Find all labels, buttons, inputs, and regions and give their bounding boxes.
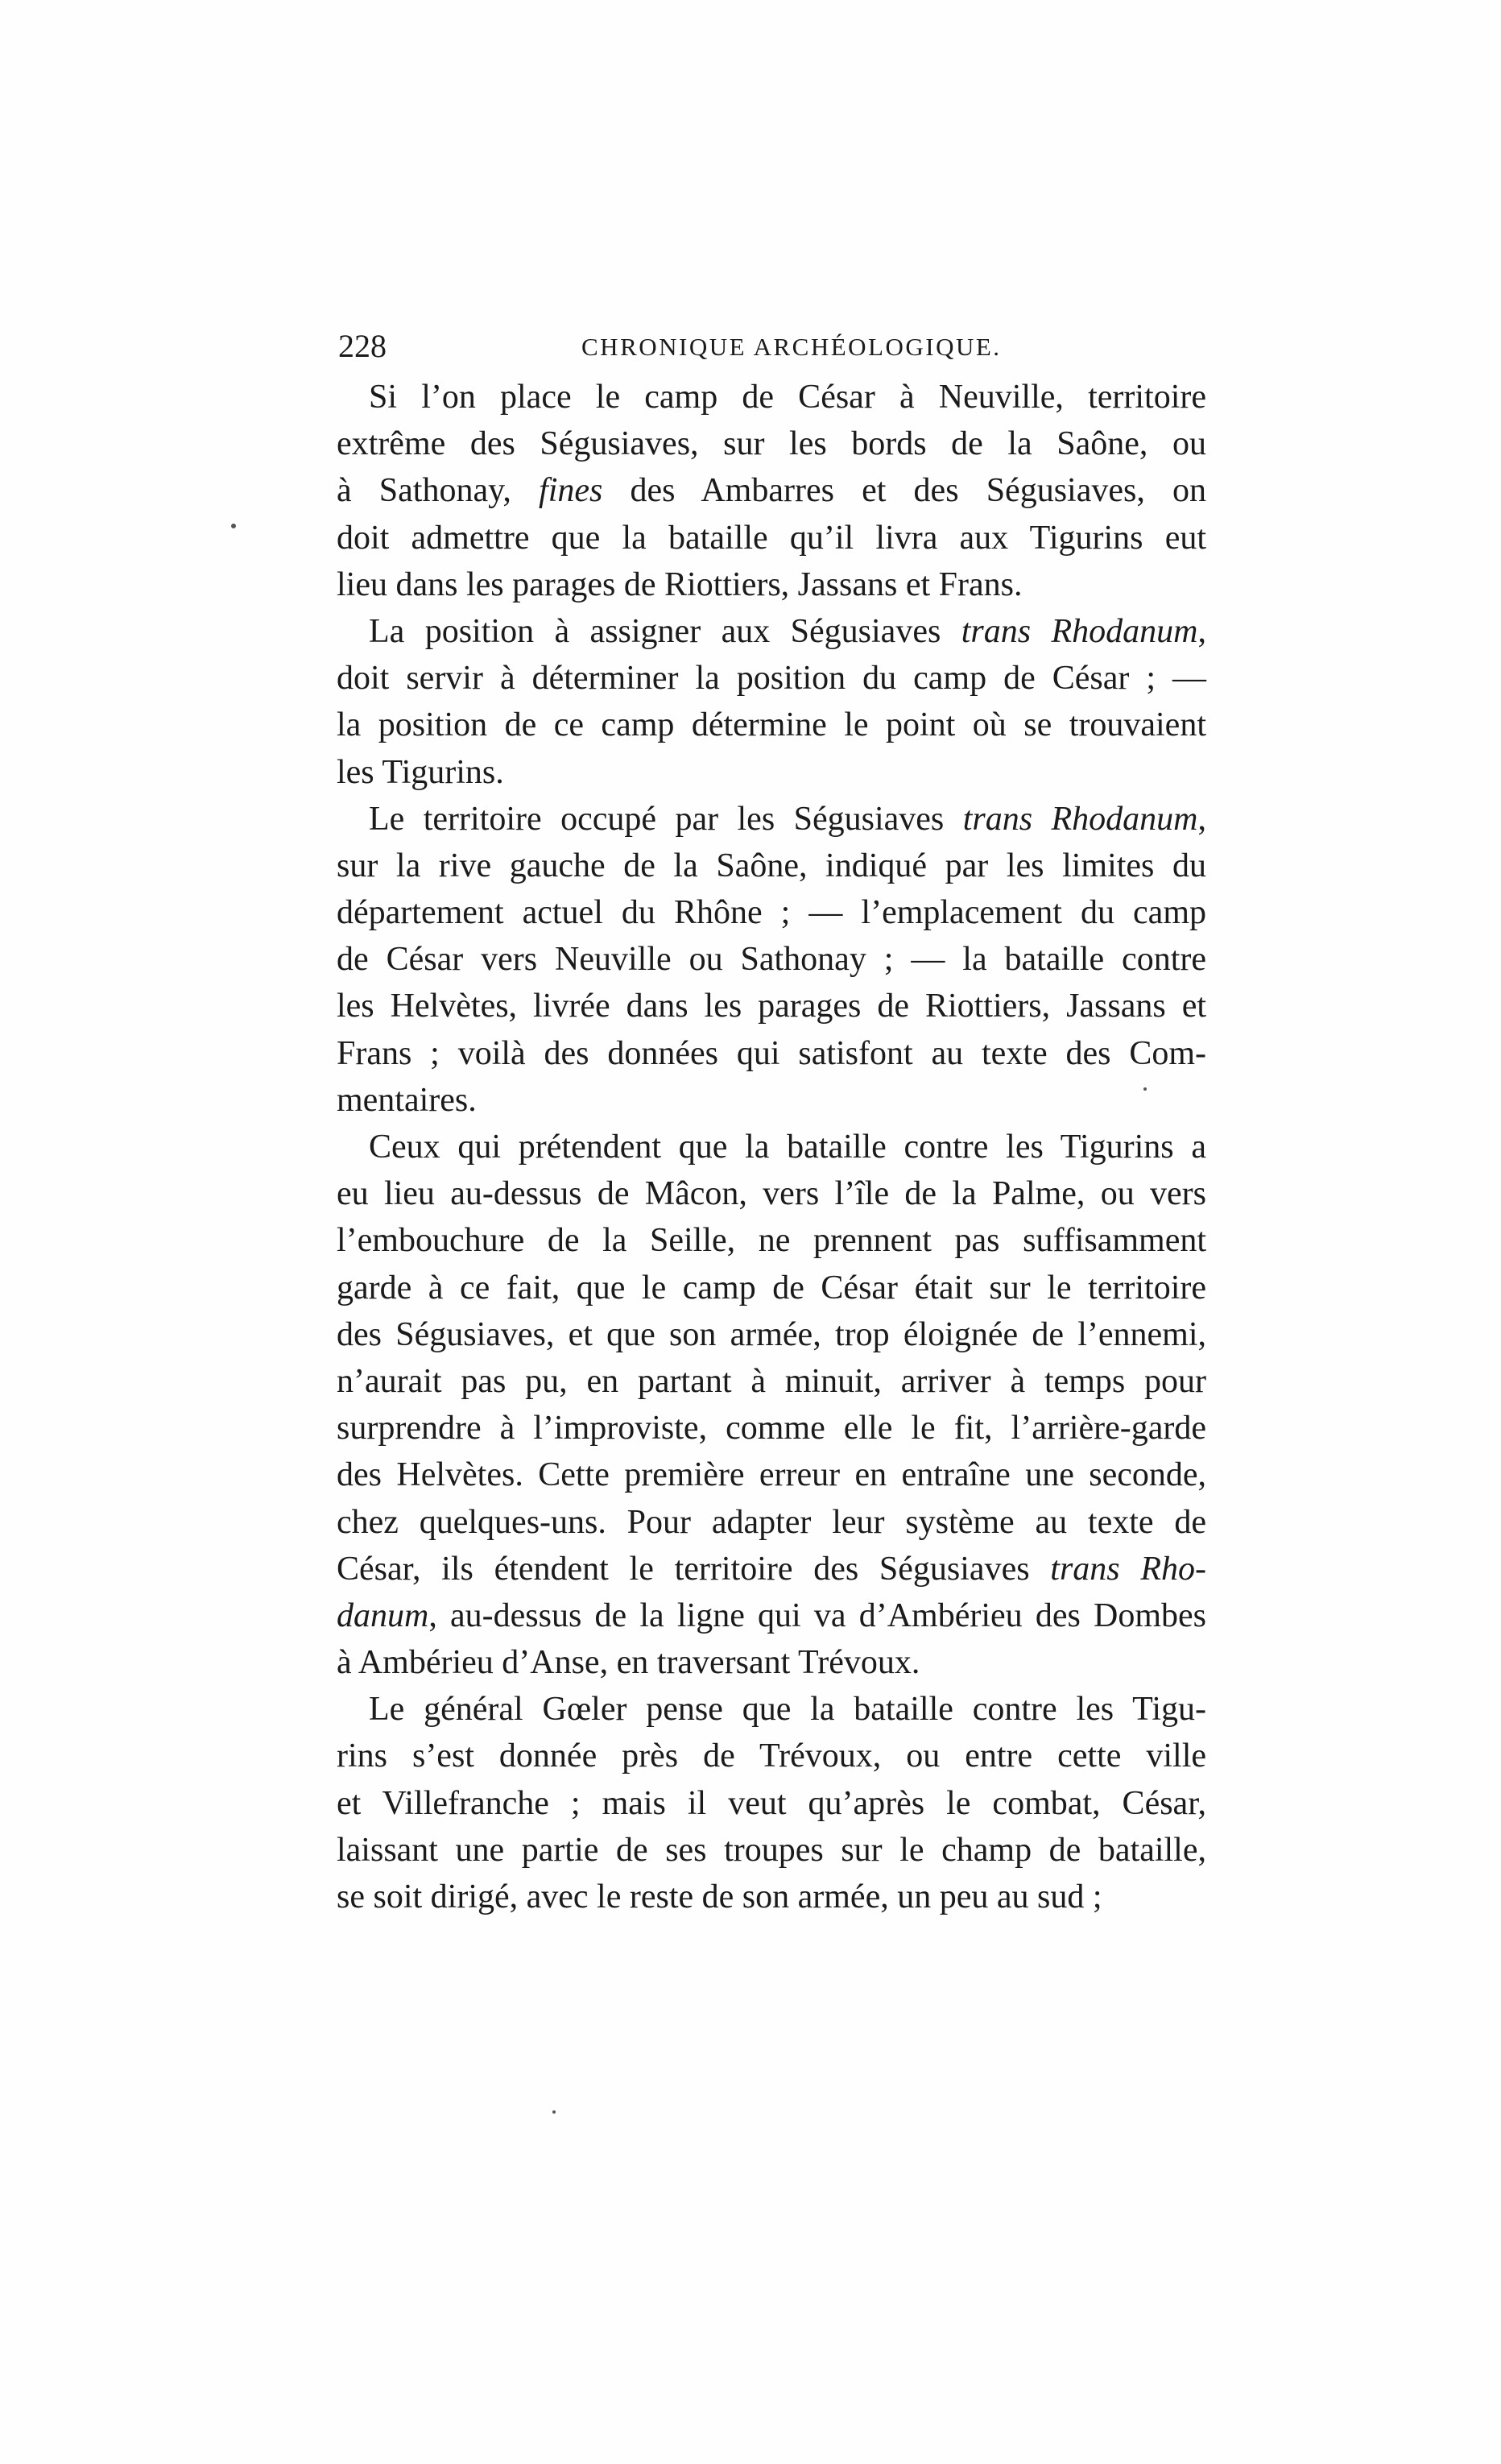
text-run: , bbox=[1197, 800, 1206, 838]
text-line bbox=[337, 749, 1206, 796]
text-run: Ceux qui prétendent que la bataille contre les Tigurins a bbox=[369, 1128, 1206, 1166]
text-line bbox=[337, 1639, 1206, 1686]
body-text bbox=[337, 374, 1206, 1920]
text-line bbox=[337, 843, 1206, 889]
text-run: à Sathonay, bbox=[337, 472, 540, 510]
text-run: Le général Gœler pense que la bataille contre les Tigu- bbox=[369, 1691, 1206, 1729]
text-run: Le territoire occupé par les Ségusiaves bbox=[369, 800, 963, 838]
text-line bbox=[337, 1217, 1206, 1264]
text-line bbox=[337, 561, 1206, 608]
ink-speck bbox=[552, 2110, 556, 2114]
text-line bbox=[337, 467, 1206, 514]
text-run: département actuel du Rhône ; — l’emplacement du camp bbox=[337, 894, 1206, 932]
text-line bbox=[337, 1170, 1206, 1217]
text-line bbox=[337, 420, 1206, 467]
paragraph bbox=[337, 1124, 1206, 1686]
italic-run: trans Rho- bbox=[1050, 1550, 1206, 1588]
text-run: César, ils étendent le territoire des Ségusiaves bbox=[337, 1550, 1051, 1588]
text-line bbox=[337, 1686, 1206, 1733]
text-run: des Ambarres et des Ségusiaves, on bbox=[602, 472, 1206, 510]
text-run: extrême des Ségusiaves, sur les bords de la Saône, ou bbox=[337, 425, 1206, 463]
text-line bbox=[337, 1780, 1206, 1827]
text-line bbox=[337, 655, 1206, 702]
running-head: CHRONIQUE ARCHÉOLOGIQUE. bbox=[581, 333, 1002, 361]
text-run: et Villefranche ; mais il veut qu’après le combat, César, bbox=[337, 1784, 1206, 1822]
text-run: les Helvètes, livrée dans les parages de Riottiers, Jassans et bbox=[337, 988, 1206, 1025]
text-run: rins s’est donnée près de Trévoux, ou entre cette ville bbox=[337, 1737, 1206, 1775]
text-run: garde à ce fait, que le camp de César était sur le territoire bbox=[337, 1269, 1206, 1307]
text-run: mentaires. bbox=[337, 1081, 477, 1119]
text-run: à Ambérieu d’Anse, en traversant Trévoux. bbox=[337, 1644, 920, 1682]
text-run: des Ségusiaves, et que son armée, trop éloignée de l’ennemi, bbox=[337, 1315, 1206, 1353]
text-line bbox=[337, 1124, 1206, 1170]
text-line bbox=[337, 515, 1206, 561]
paragraph bbox=[337, 796, 1206, 1124]
text-run: chez quelques-uns. Pour adapter leur système au texte de bbox=[337, 1503, 1206, 1541]
text-line bbox=[337, 1358, 1206, 1405]
text-run: la position de ce camp détermine le point où se trouvaient bbox=[337, 706, 1206, 744]
text-line bbox=[337, 1265, 1206, 1311]
text-run: des Helvètes. Cette première erreur en entraîne une seconde, bbox=[337, 1456, 1206, 1494]
text-line bbox=[337, 1592, 1206, 1639]
text-line bbox=[337, 1030, 1206, 1077]
text-run: n’aurait pas pu, en partant à minuit, arriver à temps pour bbox=[337, 1362, 1206, 1400]
text-line bbox=[337, 1733, 1206, 1779]
text-line bbox=[337, 1874, 1206, 1920]
paragraph bbox=[337, 608, 1206, 796]
text-line bbox=[337, 1546, 1206, 1592]
text-line bbox=[337, 1827, 1206, 1874]
paragraph bbox=[337, 1686, 1206, 1920]
text-line bbox=[337, 936, 1206, 983]
page-header bbox=[338, 322, 1192, 371]
italic-run: fines bbox=[539, 472, 603, 510]
text-line bbox=[337, 374, 1206, 420]
text-run: l’embouchure de la Seille, ne prennent pas suffisamment bbox=[337, 1222, 1206, 1260]
text-run: , bbox=[1197, 612, 1206, 650]
text-run: doit admettre que la bataille qu’il livra aux Tigurins eut bbox=[337, 519, 1206, 557]
text-run: doit servir à déterminer la position du camp de César ; — bbox=[337, 660, 1206, 698]
text-run: surprendre à l’improviste, comme elle le fit, l’arrière-garde bbox=[337, 1410, 1206, 1447]
text-run: , au-dessus de la ligne qui va d’Ambérieu des Dombes bbox=[428, 1596, 1206, 1634]
text-line bbox=[337, 608, 1206, 655]
italic-run: danum bbox=[337, 1596, 429, 1634]
italic-run: trans Rhodanum bbox=[962, 800, 1198, 838]
text-run: de César vers Neuville ou Sathonay ; — la bataille contre bbox=[337, 941, 1206, 979]
text-line bbox=[337, 796, 1206, 843]
italic-run: trans Rhodanum bbox=[961, 612, 1198, 650]
text-line bbox=[337, 1499, 1206, 1546]
text-line bbox=[337, 1405, 1206, 1451]
text-line bbox=[337, 702, 1206, 748]
text-run: Si l’on place le camp de César à Neuville, territoire bbox=[369, 379, 1206, 416]
text-line bbox=[337, 889, 1206, 936]
text-run: eu lieu au-dessus de Mâcon, vers l’île de la Palme, ou vers bbox=[337, 1175, 1206, 1213]
text-line bbox=[337, 1311, 1206, 1358]
ink-speck bbox=[231, 524, 236, 528]
text-line bbox=[337, 983, 1206, 1029]
text-run: les Tigurins. bbox=[337, 753, 504, 791]
text-run: Frans ; voilà des données qui satisfont au texte des Com- bbox=[337, 1034, 1206, 1072]
text-line bbox=[337, 1077, 1206, 1124]
text-run: se soit dirigé, avec le reste de son armée, un peu au sud ; bbox=[337, 1878, 1102, 1915]
text-run: laissant une partie de ses troupes sur le champ de bataille, bbox=[337, 1831, 1206, 1869]
text-line bbox=[337, 1451, 1206, 1498]
text-run: La position à assigner aux Ségusiaves bbox=[369, 612, 961, 650]
text-run: sur la rive gauche de la Saône, indiqué par les limites du bbox=[337, 847, 1206, 884]
text-run: lieu dans les parages de Riottiers, Jassans et Frans. bbox=[337, 565, 1023, 603]
page-number: 228 bbox=[338, 328, 387, 364]
paragraph bbox=[337, 374, 1206, 608]
